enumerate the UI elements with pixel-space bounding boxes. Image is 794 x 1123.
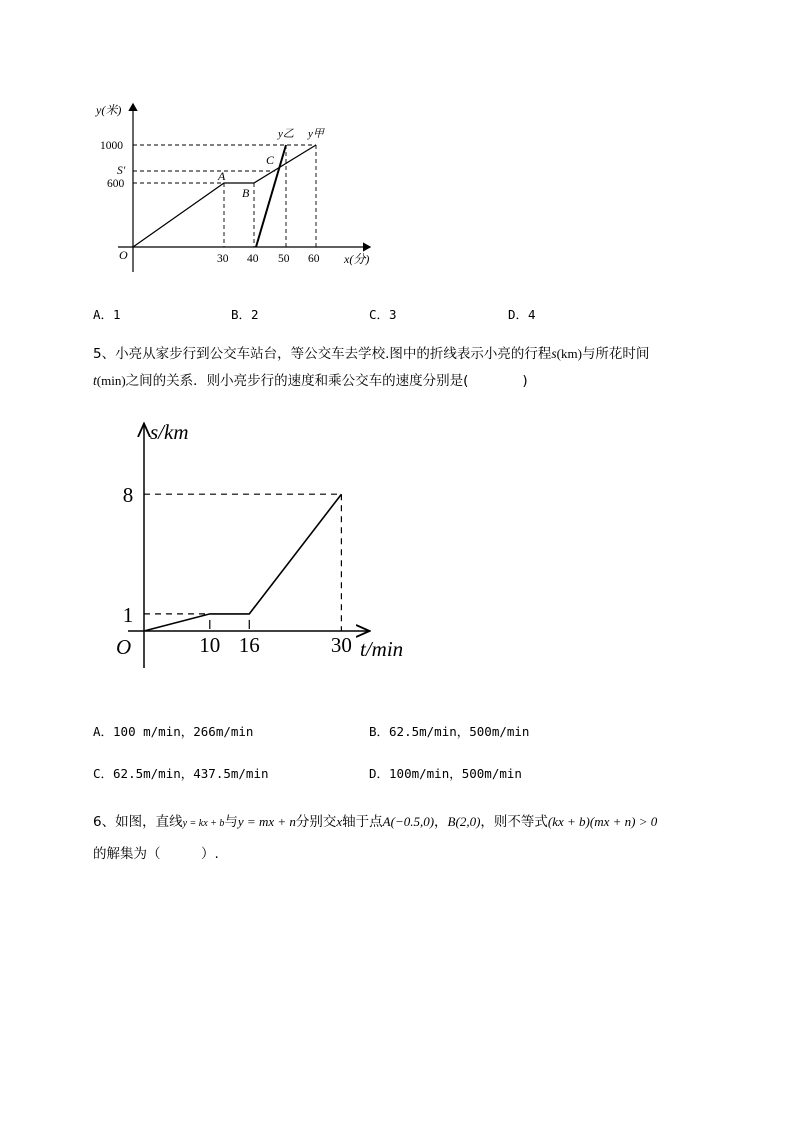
graph1-origin: O xyxy=(119,248,128,262)
q6-question-line1 xyxy=(93,811,753,835)
graph1-figure xyxy=(90,95,390,275)
graph1-ytick-1000: 1000 xyxy=(100,140,123,152)
graph1-ytick-s: S′ xyxy=(117,165,126,177)
q5-unit-min: (min) xyxy=(96,373,126,388)
q4-option-a[interactable]: A．1 xyxy=(93,307,121,322)
graph1-point-c: C xyxy=(266,153,275,167)
q5-chart xyxy=(100,415,430,685)
graph1-ytick-600: 600 xyxy=(107,178,125,190)
q5-question-line2 xyxy=(93,370,733,392)
chart-xtick-label: 30 xyxy=(330,633,352,657)
chart-origin: O xyxy=(116,635,132,659)
graph1-label-jia: y甲 xyxy=(308,128,324,140)
q4-option-d[interactable]: D．4 xyxy=(508,307,536,322)
q6-eq2: y = mx + n xyxy=(237,814,296,829)
q5-text-a: 5、小亮从家步行到公交车站台，等公交车去学校.图中的折线表示小亮的行程 xyxy=(93,346,552,362)
q5-unit-km: (km) xyxy=(556,346,582,361)
q6-point-b: B(2,0) xyxy=(447,814,481,829)
graph1-y-label: y(米) xyxy=(96,103,122,117)
q4-option-c[interactable]: C．3 xyxy=(369,307,397,322)
q6-mid3: 轴于点 xyxy=(342,814,383,830)
graph1-point-a: A xyxy=(218,169,226,183)
q4-option-b[interactable]: B．2 xyxy=(231,307,259,322)
chart-x-label: t/min xyxy=(360,637,404,661)
q6-inequality: (kx + b)(mx + n) > 0 xyxy=(547,814,658,829)
q5-text-c: 之间的关系．则小亮步行的速度和乘公交车的速度分别是( ) xyxy=(125,373,528,389)
q6-sep: ， xyxy=(434,814,448,830)
graph1-line-jia xyxy=(133,145,316,247)
q5-question-line1 xyxy=(93,343,733,365)
chart-xtick-label: 10 xyxy=(199,633,221,657)
q6-eq1: y = kx + b xyxy=(182,818,225,829)
q6-xvar: x xyxy=(336,814,343,829)
q6-question-line2: 的解集为（ ）. xyxy=(93,846,219,862)
graph1-label-yi: y乙 xyxy=(278,128,294,140)
q6-point-a: A(−0.5,0) xyxy=(382,814,435,829)
q6-mid1: 与 xyxy=(224,814,238,830)
q5-s-var: s xyxy=(551,346,557,361)
graph1-xtick-50: 50 xyxy=(278,253,290,265)
q6-prefix: 6、如图，直线 xyxy=(93,814,183,830)
q6-mid2: 分别交 xyxy=(295,814,337,830)
graph1-xtick-30: 30 xyxy=(217,253,229,265)
chart-ytick-label: 8 xyxy=(122,483,134,508)
q5-t-var: t xyxy=(93,373,97,388)
chart-y-label: s/km xyxy=(150,420,189,444)
q5-option-a[interactable]: A．100 m/min，266m/min xyxy=(93,724,254,739)
q5-option-b[interactable]: B．62.5m/min，500m/min xyxy=(369,724,530,739)
chart-series-line xyxy=(144,494,341,631)
graph1-xtick-60: 60 xyxy=(308,253,320,265)
q5-option-c[interactable]: C．62.5m/min，437.5m/min xyxy=(93,766,269,781)
q5-option-d[interactable]: D．100m/min，500m/min xyxy=(369,766,522,781)
chart-ytick-label: 1 xyxy=(122,602,134,627)
graph1-xtick-40: 40 xyxy=(247,253,259,265)
q6-mid4: ，则不等式 xyxy=(480,814,548,830)
q5-text-b: 与所花时间 xyxy=(581,346,650,362)
chart-xtick-label: 16 xyxy=(238,633,260,657)
graph1-point-b: B xyxy=(242,186,250,200)
graph1-x-label: x(分) xyxy=(344,252,370,266)
